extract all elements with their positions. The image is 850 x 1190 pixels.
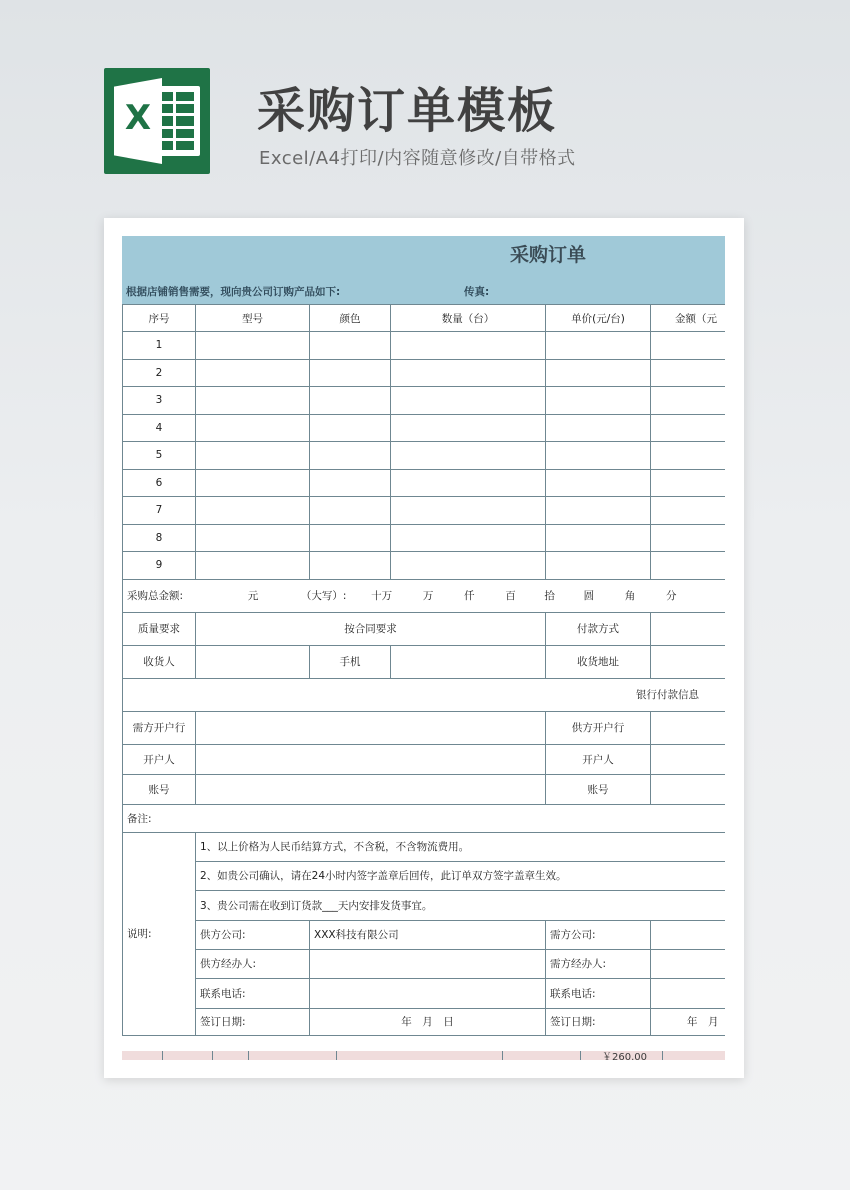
amount-cell[interactable] (651, 414, 726, 442)
buyer-phone-value[interactable] (651, 978, 726, 1008)
unit-bai: 百 (505, 590, 516, 602)
receiver-value[interactable] (196, 645, 310, 678)
qty-cell[interactable] (391, 414, 546, 442)
delivery-address-label: 收货地址 (546, 645, 651, 678)
buyer-account-number-value[interactable] (196, 774, 546, 804)
row-number: 8 (123, 524, 196, 552)
price-cell[interactable] (546, 552, 651, 580)
company-row (123, 920, 726, 949)
footer-divider (248, 1051, 249, 1060)
note-row (123, 890, 726, 920)
note-row (123, 832, 726, 861)
color-cell[interactable] (310, 442, 391, 470)
price-cell[interactable] (546, 359, 651, 387)
order-title: 采购订单 (509, 244, 586, 266)
bank-row (123, 711, 726, 744)
buyer-phone-label: 联系电话: (546, 978, 651, 1008)
supplier-account-holder-label: 开户人 (546, 744, 651, 774)
excel-x-icon: X (124, 98, 152, 138)
row-number: 2 (123, 359, 196, 387)
table-row (123, 332, 726, 360)
price-cell[interactable] (546, 332, 651, 360)
intro-text: 根据店铺销售需要，现向贵公司订购产品如下: (126, 286, 341, 298)
supplier-agent-label: 供方经办人: (196, 949, 310, 978)
bank-info-title (123, 678, 726, 711)
price-cell[interactable] (546, 387, 651, 415)
row-number: 4 (123, 414, 196, 442)
footer-divider (336, 1051, 337, 1060)
supplier-sign-date-label: 签订日期: (196, 1008, 310, 1035)
payment-method-value[interactable] (651, 612, 726, 645)
column-header-row (123, 305, 726, 332)
buyer-company-value[interactable] (651, 920, 726, 949)
agent-row (123, 949, 726, 978)
receiver-label: 收货人 (123, 645, 196, 678)
buyer-sign-date-value[interactable]: 年 月 (651, 1008, 726, 1035)
amount-cell[interactable] (651, 497, 726, 525)
qty-cell[interactable] (391, 442, 546, 470)
amount-cell[interactable] (651, 552, 726, 580)
qty-cell[interactable] (391, 332, 546, 360)
contract-requirement[interactable]: 按合同要求 (196, 612, 546, 645)
price-cell[interactable] (546, 524, 651, 552)
row-number: 5 (123, 442, 196, 470)
total-amount-row (123, 579, 726, 612)
sign-date-row (123, 1008, 726, 1035)
color-cell[interactable] (310, 469, 391, 497)
model-cell[interactable] (196, 332, 310, 360)
col-header-qty: 数量（台） (391, 305, 546, 332)
footer-amount: ￥260.00 (602, 1052, 647, 1062)
price-cell[interactable] (546, 469, 651, 497)
model-cell[interactable] (196, 497, 310, 525)
buyer-account-number-label: 账号 (123, 774, 196, 804)
col-header-amount: 金额（元 (651, 305, 726, 332)
col-header-no: 序号 (123, 305, 196, 332)
footer-divider (580, 1051, 581, 1060)
supplier-account-number-value[interactable] (651, 774, 726, 804)
price-cell[interactable] (546, 497, 651, 525)
unit-shiwan: 十万 (371, 590, 393, 602)
supplier-phone-label: 联系电话: (196, 978, 310, 1008)
footer-divider (502, 1051, 503, 1060)
color-cell[interactable] (310, 332, 391, 360)
unit-yuan: 圆 (583, 590, 595, 602)
footer-divider (212, 1051, 213, 1060)
unit-jiao: 角 (624, 590, 636, 602)
receiver-row (123, 645, 726, 678)
purchase-order-table (122, 304, 725, 1036)
col-header-price: 单价(元/台) (546, 305, 651, 332)
table-row (123, 497, 726, 525)
qty-cell[interactable] (391, 469, 546, 497)
buyer-agent-value[interactable] (651, 949, 726, 978)
model-cell[interactable] (196, 387, 310, 415)
spreadsheet-area (122, 236, 725, 1062)
supplier-company-label: 供方公司: (196, 920, 310, 949)
qty-cell[interactable] (391, 387, 546, 415)
delivery-address-value[interactable] (651, 645, 726, 678)
buyer-company-label: 需方公司: (546, 920, 651, 949)
amount-cell[interactable] (651, 359, 726, 387)
color-cell[interactable] (310, 387, 391, 415)
row-number: 9 (123, 552, 196, 580)
row-number: 6 (123, 469, 196, 497)
yuan-label: 元 (247, 590, 259, 602)
template-title: 采购订单模板 (257, 83, 558, 139)
price-cell[interactable] (546, 414, 651, 442)
account-number-row (123, 774, 726, 804)
qty-cell[interactable] (391, 552, 546, 580)
supplier-sign-date-value[interactable]: 年 月 日 (310, 1008, 546, 1035)
footer-divider (162, 1051, 163, 1060)
explain-label: 说明: (123, 832, 196, 1035)
table-row (123, 442, 726, 470)
mobile-value[interactable] (391, 645, 546, 678)
table-row (123, 469, 726, 497)
table-row (123, 552, 726, 580)
quality-row (123, 612, 726, 645)
excel-app-icon (104, 68, 210, 174)
fax-label: 传真: (464, 286, 490, 298)
unit-qian: 仟 (464, 590, 475, 602)
amount-cell[interactable] (651, 332, 726, 360)
buyer-account-holder-value[interactable] (196, 744, 546, 774)
supplier-bank-label: 供方开户行 (546, 711, 651, 744)
qty-cell[interactable] (391, 524, 546, 552)
amount-cell[interactable] (651, 469, 726, 497)
supplier-account-holder-value[interactable] (651, 744, 726, 774)
total-amount-label: 采购总金额: (127, 590, 184, 602)
buyer-account-holder-label: 开户人 (123, 744, 196, 774)
color-cell[interactable] (310, 552, 391, 580)
remark-label[interactable]: 备注: (123, 804, 726, 832)
color-cell[interactable] (310, 497, 391, 525)
color-cell[interactable] (310, 524, 391, 552)
note-line: 2、如贵公司确认，请在24小时内签字盖章后回传，此订单双方签字盖章生效。 (196, 861, 726, 890)
unit-fen: 分 (665, 590, 677, 602)
note-line: 3、贵公司需在收到订货款___天内安排发货事宜。 (196, 890, 726, 920)
mobile-label: 手机 (310, 645, 391, 678)
color-cell[interactable] (310, 414, 391, 442)
document-preview (104, 218, 744, 1078)
note-row (123, 861, 726, 890)
amount-cell[interactable] (651, 442, 726, 470)
supplier-account-number-label: 账号 (546, 774, 651, 804)
amount-cell[interactable] (651, 387, 726, 415)
bank-info-header-row (123, 678, 726, 711)
model-cell[interactable] (196, 442, 310, 470)
account-holder-row (123, 744, 726, 774)
row-number: 1 (123, 332, 196, 360)
color-cell[interactable] (310, 359, 391, 387)
payment-method-label: 付款方式 (546, 612, 651, 645)
footer-divider (662, 1051, 663, 1060)
model-cell[interactable] (196, 524, 310, 552)
total-amount-cell[interactable] (123, 579, 726, 612)
row-number: 3 (123, 387, 196, 415)
row-number: 7 (123, 497, 196, 525)
supplier-phone-value[interactable] (310, 978, 546, 1008)
price-cell[interactable] (546, 442, 651, 470)
bank-info-title-text: 银行付款信息 (636, 689, 699, 701)
col-header-color: 颜色 (310, 305, 391, 332)
table-row (123, 524, 726, 552)
supplier-bank-value[interactable] (651, 711, 726, 744)
qty-cell[interactable] (391, 359, 546, 387)
model-cell[interactable] (196, 469, 310, 497)
buyer-bank-value[interactable] (196, 711, 546, 744)
supplier-company-value[interactable]: XXX科技有限公司 (310, 920, 546, 949)
table-row (123, 359, 726, 387)
unit-shi: 拾 (544, 590, 555, 602)
template-subtitle: Excel/A4打印/内容随意修改/自带格式 (259, 148, 576, 169)
quality-label: 质量要求 (123, 612, 196, 645)
table-row (123, 414, 726, 442)
qty-cell[interactable] (391, 497, 546, 525)
model-cell[interactable] (196, 414, 310, 442)
note-line: 1、以上价格为人民币结算方式，不含税，不含物流费用。 (196, 832, 726, 861)
col-header-model: 型号 (196, 305, 310, 332)
remark-row (123, 804, 726, 832)
table-row (123, 387, 726, 415)
amount-cell[interactable] (651, 524, 726, 552)
contact-phone-row (123, 978, 726, 1008)
model-cell[interactable] (196, 552, 310, 580)
model-cell[interactable] (196, 359, 310, 387)
buyer-sign-date-label: 签订日期: (546, 1008, 651, 1035)
buyer-bank-label: 需方开户行 (123, 711, 196, 744)
unit-wan: 万 (422, 590, 434, 602)
supplier-agent-value[interactable] (310, 949, 546, 978)
buyer-agent-label: 需方经办人: (546, 949, 651, 978)
daxie-label: （大写）: (300, 590, 347, 602)
